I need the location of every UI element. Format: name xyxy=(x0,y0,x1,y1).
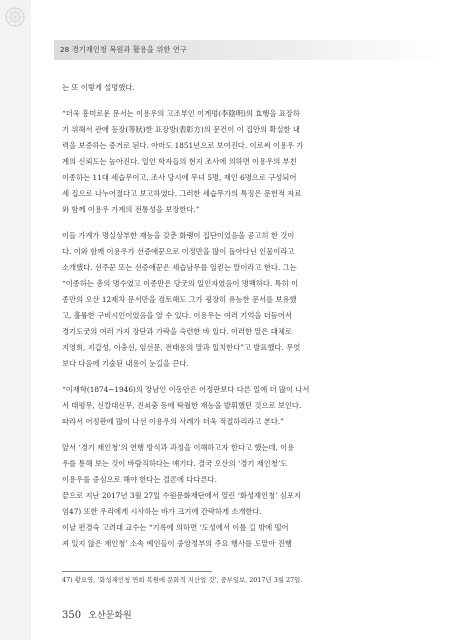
text-line: 끝으로 지난 2017년 3월 27일 수원문화재단에서 열린 ‘화성재인청’ 심포지 xyxy=(62,491,301,500)
text-line: 고, 훌륭한 구비시인이었음을 알 수 있다. 이용우는 여러 기억을 더듬어서 xyxy=(62,311,292,320)
text-line: 와 함께 이용우 가계의 전통성을 보장한다.” xyxy=(62,205,200,214)
text-line: 계의 신뢰도는 높아진다. 일인 학자들의 현지 조사에 의하면 이용우의 부친 xyxy=(62,157,297,166)
text-line: 종만의 오산 12제차 문서만을 검토해도 그가 굉장히 유능한 문서를 보유했 xyxy=(62,295,297,304)
document-body xyxy=(62,80,432,552)
paragraph-intro xyxy=(62,80,432,96)
text-line: 경기도굿의 여러 가지 장단과 가락을 숙련한 바 있다. 이러한 말은 대체로 xyxy=(62,327,292,336)
text-line: 력을 보증하는 증거로 된다. 아마도 1851년으로 보여진다. 이로써 이용우 가 xyxy=(62,141,304,150)
text-line: 세 집으로 나누어졌다고 보고하였다. 그러한 세습무가의 특징은 문헌적 자료 xyxy=(62,189,302,198)
text-line: 져 있지 않은 재인청’ 소속 예인들이 중앙정부의 주요 행사를 도맡아 진행 xyxy=(62,539,292,548)
text-line: 는 또 이렇게 설명했다. xyxy=(62,83,135,92)
text-line: 따라서 어정판에 많이 나선 이용우의 사례가 더욱 적절하리라고 본다.” xyxy=(62,417,284,426)
page-footer xyxy=(62,608,132,621)
text-line: “이재학(1874~1946)의 장남인 이동안은 어정판보다 다른 일에 더 많이 나서 xyxy=(62,385,310,394)
text-line: 소개했다. 선주꾼 또는 선증애꾼은 세습남무를 일컫는 말이라고 한다. 그는 xyxy=(62,263,297,272)
publisher-name: 오산문화원 xyxy=(88,611,132,621)
text-line: 이종하는 11대 세습무이고, 조사 당시에 무녀 5명, 재인 6명으로 구성되어 xyxy=(62,173,297,182)
text-line: 이날 편경숙 고려대 교수는 “기록에 의하면 ‘도성에서 이틀 길 밖에 떨어 xyxy=(62,523,289,532)
text-line: “이종하는 총의 명수였고 이종만은 당굿의 일인자였음이 명백하다. 특히 이 xyxy=(62,279,299,288)
text-line: 이들 가계가 명실상부한 재능을 갖춘 화랭이 집단이었음을 공고히 한 것이 xyxy=(62,231,295,240)
text-line: 엄47) 또한 우리에게 시사하는 바가 크기에 간략하게 소개한다. xyxy=(62,507,262,516)
text-line: 기 위해서 관에 등장(等狀)한 표장방(表彰方)의 문건이 이 집안의 확실한 내 xyxy=(62,125,300,134)
quote-block-1 xyxy=(62,106,432,218)
text-line: 이용우를 중심으로 해야 한다는 결론에 다다른다. xyxy=(62,475,217,484)
footnote-divider xyxy=(62,571,212,572)
text-line: 우를 통해 보는 것이 바람직하다는 얘기다. 결국 오산의 ‘경기 재인청’도 xyxy=(62,459,288,468)
text-line: 서 태평무, 신칼대신무, 진쇠춤 등에 탁월한 재능을 발휘했던 것으로 보인다. xyxy=(62,401,302,410)
text-line: “더욱 흥미로운 문서는 이용우의 고조부인 이게멍(李陰明)의 효행을 표장하 xyxy=(62,109,300,118)
paragraph-conclusion xyxy=(62,440,432,552)
text-line: 지영희, 지갑성, 이충선, 임선문, 전태용의 말과 일치한다”고 발표했다. 무엇 xyxy=(62,343,301,352)
decorative-emblem-icon xyxy=(4,6,26,28)
running-head-title: 28 경기재인청 복원과 활용을 위한 연구 xyxy=(60,45,187,54)
left-margin-strip xyxy=(0,0,31,640)
quote-block-2 xyxy=(62,382,432,430)
text-line: 다. 이와 함께 이용우가 선증애꾼으로 이정만을 많이 돌아다닌 인물이라고 xyxy=(62,247,295,256)
text-line: 앞서 ‘경기 재인청’의 연행 방식과 과정을 이해하고자 한다고 했는데, 이용 xyxy=(62,443,295,452)
text-line: 보다 다음에 기술된 내용이 눈길을 끈다. xyxy=(62,359,189,368)
footnote-47: 47) 황요영, ‘화성재인청 연희 복원에 문화적 지산업 것’, 중부일보, 2017년 3월 27일. xyxy=(62,576,303,584)
running-header xyxy=(54,40,444,60)
page-number: 350 xyxy=(62,610,82,621)
paragraph-lineage xyxy=(62,228,432,372)
